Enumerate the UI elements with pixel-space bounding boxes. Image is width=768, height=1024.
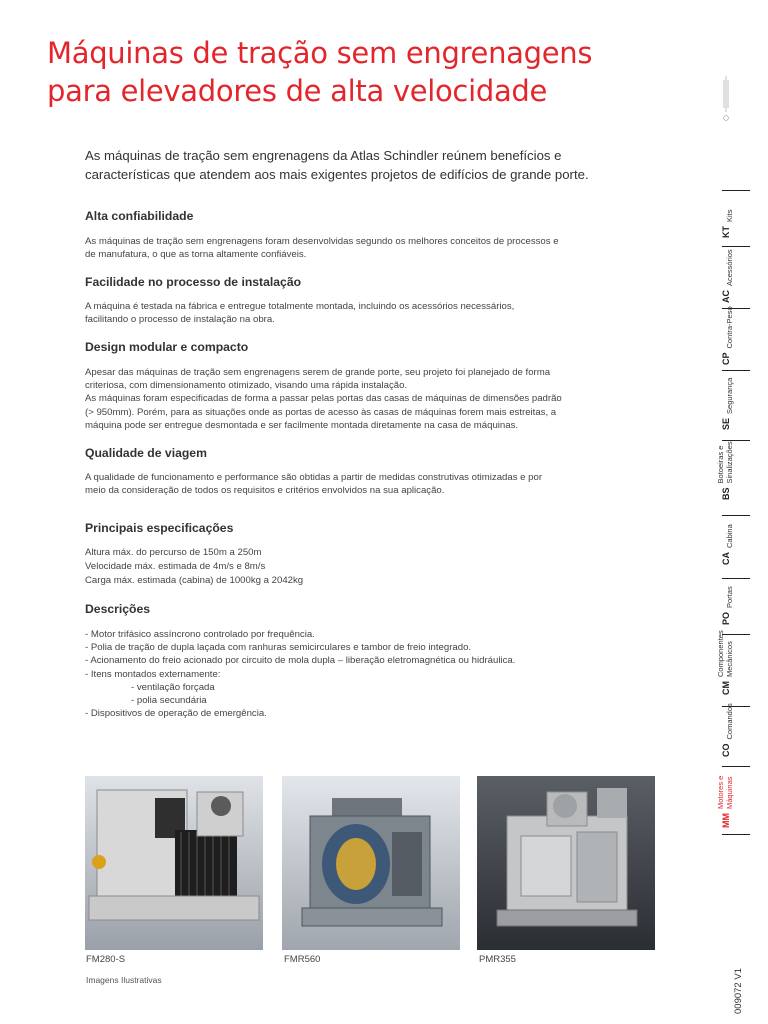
text-line: facilitando o processo de instalação na obra. <box>85 314 275 326</box>
machine-fmr560-image <box>282 776 460 950</box>
tab-label <box>717 630 734 677</box>
page-title <box>47 34 687 110</box>
title-line-2: para elevadores de alta velocidade <box>47 74 548 108</box>
tab-label-line-1: Motores e <box>716 775 725 809</box>
tab-code: AC <box>721 290 731 303</box>
intro-paragraph <box>85 146 645 184</box>
title-line-1: Máquinas de tração sem engrenagens <box>47 36 593 70</box>
tab-code: SE <box>721 417 731 430</box>
tab-label: Portas <box>724 586 734 608</box>
section-text-design <box>85 366 610 432</box>
tab-code: BS <box>721 487 731 500</box>
section-heading-design: Design modular e compacto <box>85 340 249 354</box>
tab-divider <box>722 834 750 835</box>
machine-fm280s-image <box>85 776 263 950</box>
tab-code: CO <box>721 743 731 757</box>
section-heading-quality: Qualidade de viagem <box>85 446 207 460</box>
tab-seguranca[interactable] <box>716 370 756 430</box>
description-item: - Motor trifásico assíncrono controlado por frequência. <box>85 629 315 640</box>
brand-logo-icon <box>719 68 733 124</box>
section-heading-installation: Facilidade no processo de instalação <box>85 275 302 289</box>
photo-caption: FM280-S <box>86 954 126 965</box>
text-line: de manufatura, o que as torna altamente confiáveis. <box>85 249 307 261</box>
tab-label: Comandos <box>724 703 734 740</box>
photo-fmr560 <box>282 776 460 950</box>
tab-botoeiras[interactable] <box>716 440 756 500</box>
tab-kits[interactable] <box>716 178 756 238</box>
section-text-installation <box>85 300 610 326</box>
tab-portas[interactable] <box>716 565 756 625</box>
tab-label <box>717 441 734 483</box>
tab-cabina[interactable] <box>716 505 756 565</box>
spec-line: Velocidade máx. estimada de 4m/s e 8m/s <box>85 561 266 572</box>
tab-code: CP <box>721 352 731 365</box>
description-subitem: - polia secundária <box>131 695 207 707</box>
section-heading-descriptions: Descrições <box>85 602 151 616</box>
text-line: meio da consideração de todos os requisitos e critérios envolvidos na sua aplicação. <box>85 485 445 497</box>
intro-line-1: As máquinas de tração sem engrenagens da Atlas Schindler reúnem benefícios e <box>85 148 562 163</box>
tab-label-line-2: Sinalizações <box>724 441 734 484</box>
tab-label: Contra-Peso <box>724 306 734 349</box>
tab-label: Segurança <box>724 377 734 414</box>
tab-motores-maquinas[interactable] <box>716 768 756 828</box>
spec-line: Altura máx. do percurso de 150m a 250m <box>85 547 262 558</box>
text-line: As máquinas de tração sem engrenagens foram desenvolvidas segundo os melhores conceitos de processos e <box>85 236 559 247</box>
tab-code: CA <box>721 552 731 565</box>
tab-divider <box>722 766 750 767</box>
section-heading-specs: Principais especificações <box>85 521 234 535</box>
text-line: As máquinas foram especificadas de forma a passar pelas portas das casas de máquinas de dimensões padrão <box>85 393 562 405</box>
tab-label: Cabina <box>724 524 734 548</box>
tab-label-line-2: Máquinas <box>724 776 734 809</box>
spec-line: Carga máx. estimada (cabina) de 1000kg a 2042kg <box>85 575 304 586</box>
intro-line-2: características que atendem aos mais exigentes projetos de edifícios de grande porte. <box>85 167 589 182</box>
section-text-specs <box>85 546 610 588</box>
tab-code: PO <box>721 611 731 625</box>
description-item: - Acionamento do freio acionado por circuito de mola dupla – liberação eletromagnética ou hidráulica. <box>85 655 516 667</box>
photo-caption: PMR355 <box>479 954 516 965</box>
description-item: - Itens montados externamente: <box>85 668 221 680</box>
tab-label-line-1: Componentes <box>716 630 725 677</box>
tab-label <box>717 776 734 809</box>
tab-acessorios[interactable] <box>716 243 756 303</box>
description-subitem: - ventilação forçada <box>131 681 215 693</box>
text-line: criteriosa, com dimensionamento otimizado, visando uma rápida instalação. <box>85 380 408 392</box>
text-line: Apesar das máquinas de tração sem engrenagens serem de grande porte, seu projeto foi planejado de forma <box>85 367 551 378</box>
illustrative-images-note: Imagens Ilustrativas <box>86 975 162 985</box>
tab-label-line-2: Mecânicos <box>724 641 734 677</box>
text-line: A qualidade de funcionamento e performance são obtidas a partir de medidas construtivas otimizadas e por <box>85 472 543 483</box>
machine-pmr355-image <box>477 776 655 950</box>
section-text-reliability <box>85 235 610 261</box>
photo-caption: FMR560 <box>284 954 321 965</box>
text-line: máquina pode ser entregue desmontada e ser facilmente montada diretamente na casa de máquinas. <box>85 419 519 431</box>
text-line: (> 950mm). Porém, para as situações onde as portas de acesso às casas de máquinas forem mais estreitas, a <box>85 406 557 418</box>
section-text-quality <box>85 471 610 497</box>
tab-code: CM <box>721 681 731 695</box>
tab-label-line-1: Botoeiras e <box>716 445 725 484</box>
section-heading-reliability: Alta confiabilidade <box>85 209 194 223</box>
tab-label: Kits <box>724 209 734 222</box>
description-item: - Dispositivos de operação de emergência. <box>85 708 267 720</box>
tab-code: MM <box>721 813 731 828</box>
description-item: - Polia de tração de dupla laçada com ranhuras semicirculares e tambor de freio integrado. <box>85 642 472 654</box>
tab-comandos[interactable] <box>716 697 756 757</box>
document-number: 009072 V1 <box>733 968 744 1014</box>
tab-componentes-mecanicos[interactable] <box>716 630 756 695</box>
section-text-descriptions <box>85 628 610 720</box>
text-line: A máquina é testada na fábrica e entregue totalmente montada, incluindo os acessórios necessários, <box>85 301 515 312</box>
tab-contra-peso[interactable] <box>716 305 756 365</box>
photo-fm280s <box>85 776 263 950</box>
tab-label: Acessórios <box>724 249 734 286</box>
photo-pmr355 <box>477 776 655 950</box>
tab-code: KT <box>721 226 731 238</box>
